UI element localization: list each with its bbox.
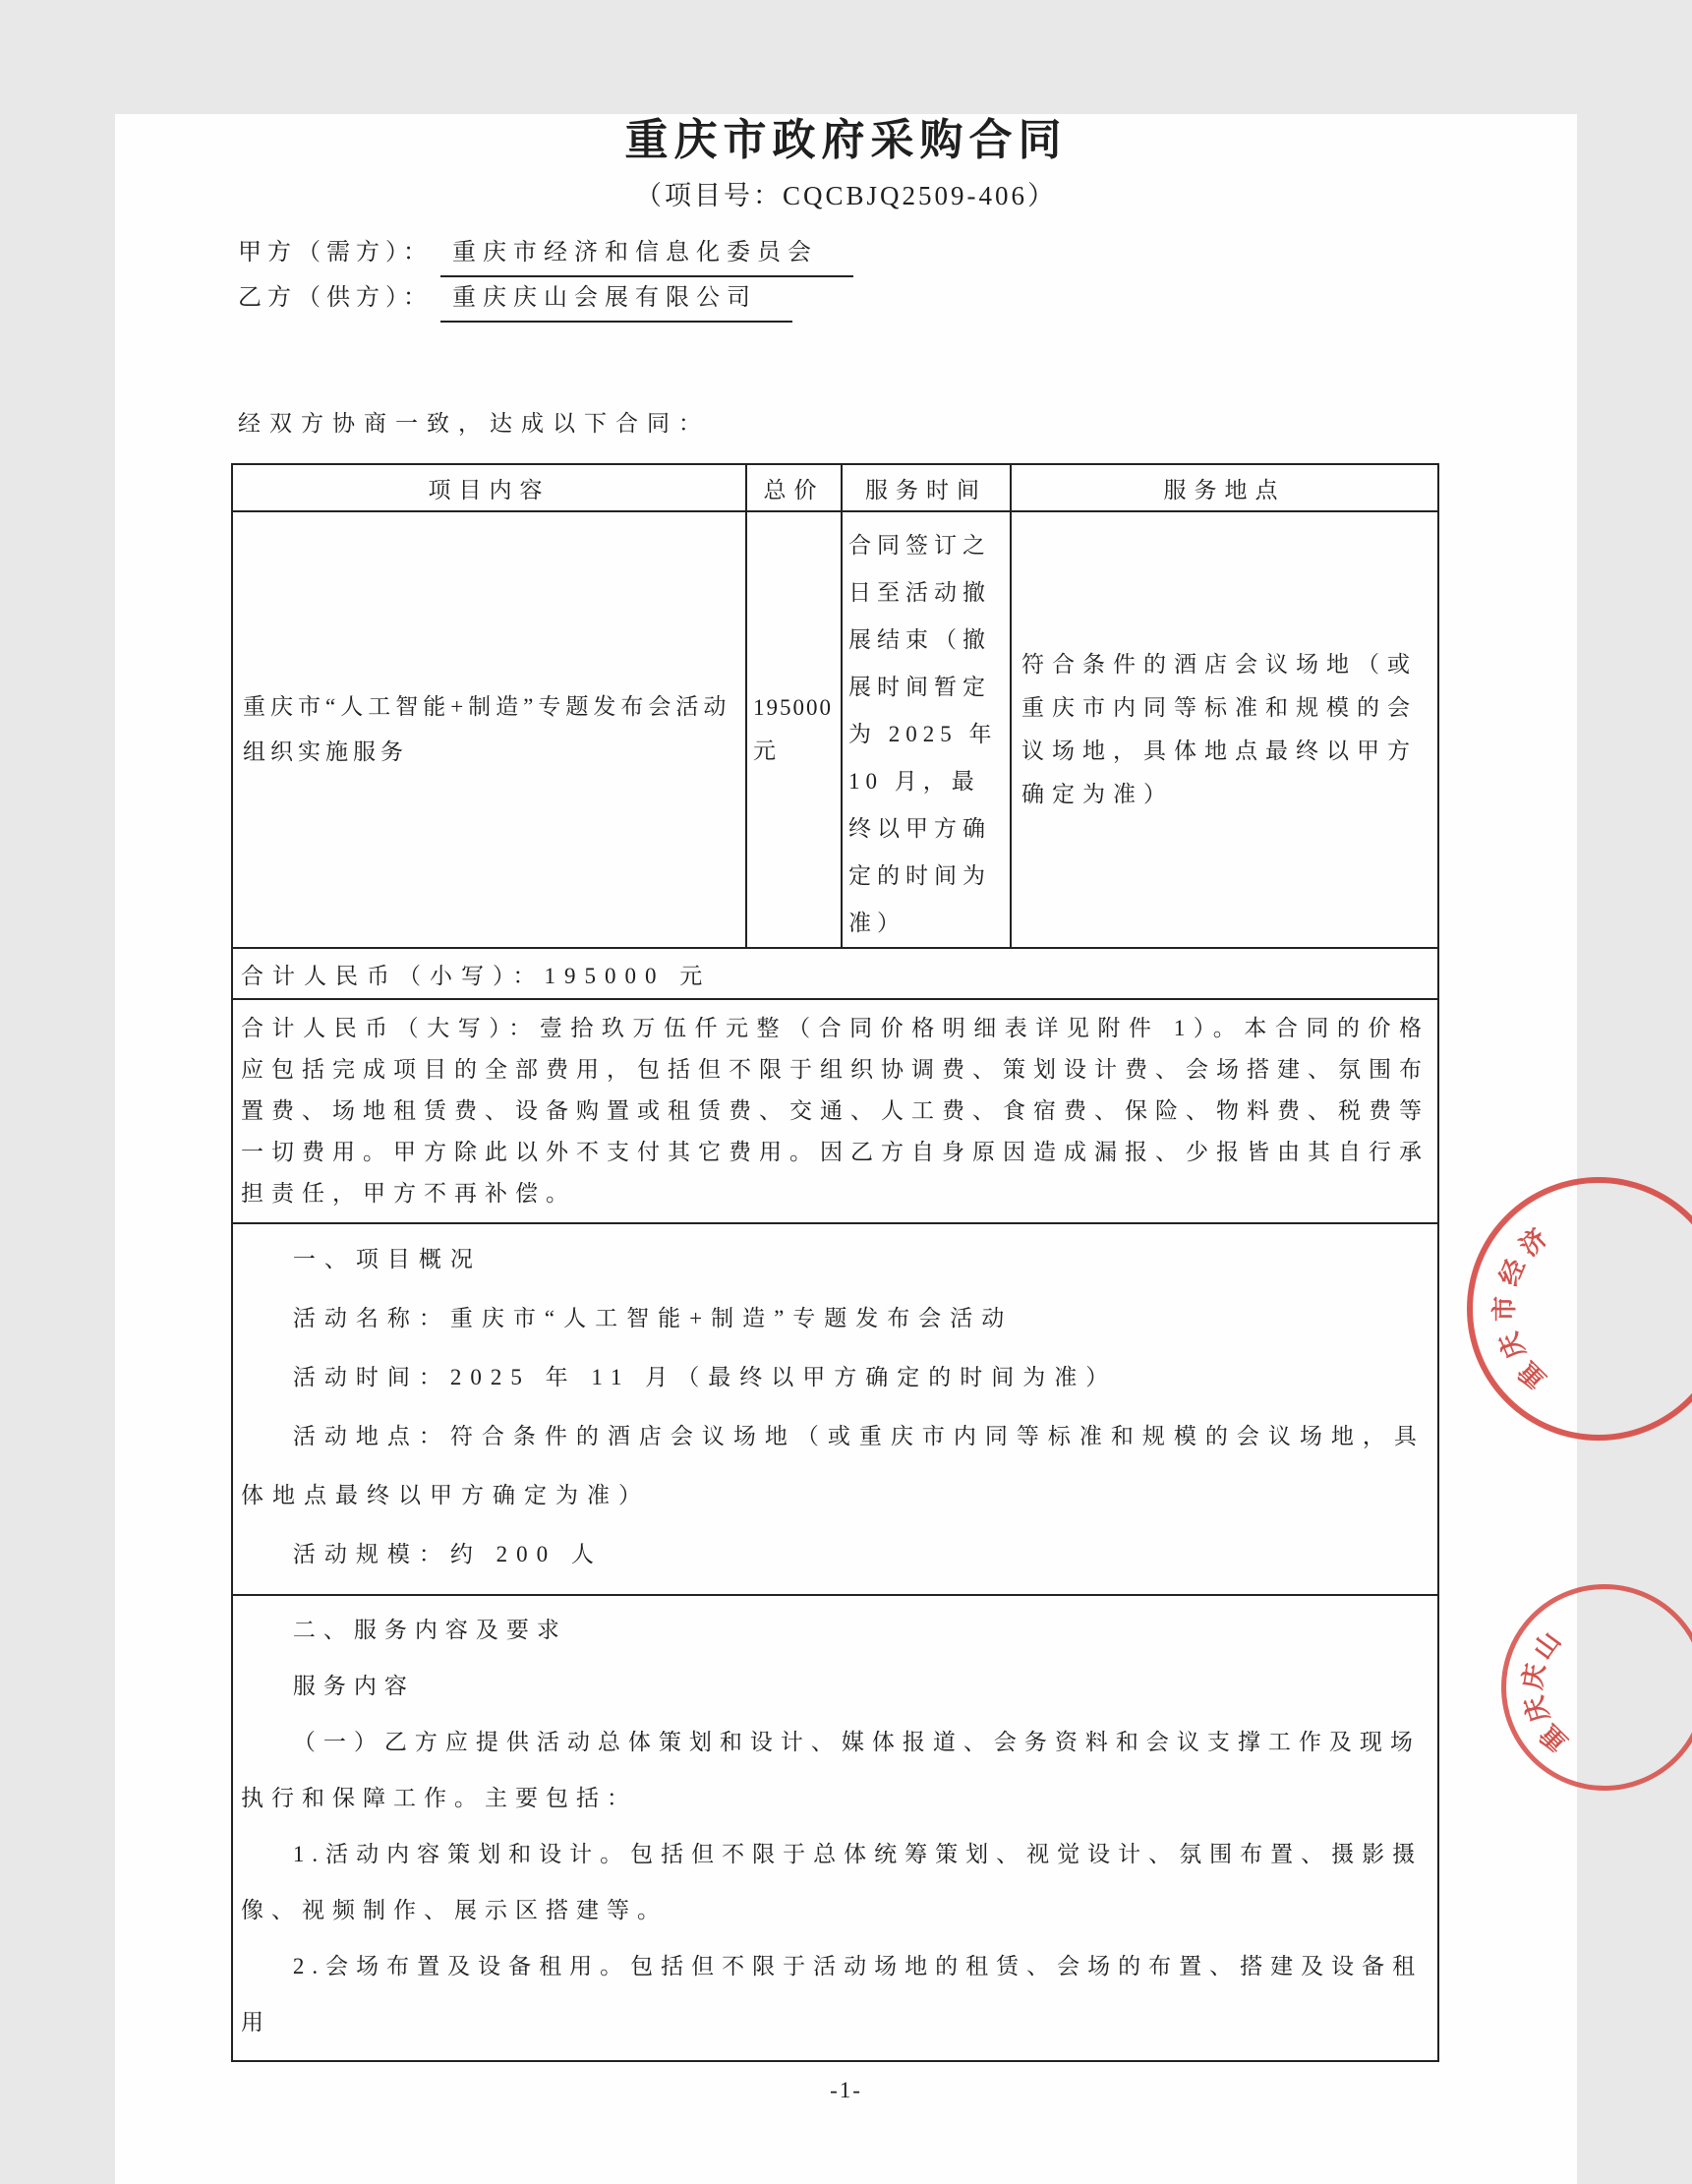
party-a-label: 甲方（需方）： xyxy=(238,240,433,266)
overview-line: 活动名称：重庆市“人工智能+制造”专题发布会活动 xyxy=(292,1306,1014,1330)
table-body-row xyxy=(232,511,1438,948)
party-b-label: 乙方（供方）： xyxy=(238,285,433,311)
supplier-seal-char: 重 xyxy=(1535,1718,1574,1757)
cell-service-time: 合同签订之日至活动撤展结束（撤展时间暂定为 2025 年 10 月，最终以甲方确定的时间为准） xyxy=(842,511,1011,948)
overview-section-row xyxy=(232,1223,1438,1595)
buyer-seal-char: 经 xyxy=(1494,1255,1531,1290)
supplier-seal-char: 庆 xyxy=(1519,1692,1555,1727)
total-lowercase-row xyxy=(232,948,1438,999)
total-lowercase: 合计人民币（小写）：195000 元 xyxy=(232,948,1438,999)
table-header-row xyxy=(232,464,1438,511)
cell-total-price: 195000 元 xyxy=(746,511,842,948)
service-paragraph: （一）乙方应提供活动总体策划和设计、媒体报道、会务资料和会议支撑工作及现场执行和保障工作。主要包括： xyxy=(241,1730,1421,1810)
col-header-total-price: 总价 xyxy=(746,464,842,511)
buyer-seal-char: 庆 xyxy=(1494,1328,1531,1363)
cell-project-content: 重庆市“人工智能+制造”专题发布会活动组织实施服务 xyxy=(232,511,746,948)
buyer-seal-char: 重 xyxy=(1513,1355,1552,1394)
service-heading: 二、服务内容及要求 xyxy=(292,1618,567,1642)
buyer-seal-char: 市 xyxy=(1490,1296,1519,1323)
total-uppercase-row xyxy=(232,999,1438,1223)
total-uppercase: 合计人民币（大写）：壹拾玖万伍仟元整（合同价格明细表详见附件 1）。本合同的价格应包括完成项目的全部费用，包括但不限于组织协调费、策划设计费、会场搭建、氛围布置费、场地租赁费、设备购置或租赁费、交通、人工费、食宿费、保险、物料费、税费等一切费用。甲方除此以外不支付其它费用。因乙方自身原因造成漏报、少报皆由其自行承担责任，甲方不再补偿。 xyxy=(232,999,1438,1223)
contract-table xyxy=(231,463,1439,2062)
overview-line: 活动规模：约 200 人 xyxy=(292,1542,603,1566)
intro-line: 经双方协商一致，达成以下合同： xyxy=(238,411,710,436)
project-number: （项目号：CQCBJQ2509-406） xyxy=(634,181,1058,210)
parties-block xyxy=(238,232,1577,323)
supplier-seal-char: 山 xyxy=(1528,1626,1566,1665)
service-subheading: 服务内容 xyxy=(292,1674,415,1698)
party-a-line xyxy=(238,232,1577,277)
col-header-service-time: 服务时间 xyxy=(842,464,1011,511)
document-page xyxy=(115,114,1577,2184)
service-paragraph: 1.活动内容策划和设计。包括但不限于总体统筹策划、视觉设计、氛围布置、摄影摄像、视频制作、展示区搭建等。 xyxy=(241,1842,1424,1922)
overview-heading: 一、项目概况 xyxy=(292,1247,482,1271)
overview-section xyxy=(232,1223,1438,1595)
supplier-seal-char: 庆 xyxy=(1518,1661,1550,1692)
overview-line: 活动时间：2025 年 11 月（最终以甲方确定的时间为准） xyxy=(292,1365,1118,1389)
buyer-seal-char: 济 xyxy=(1514,1223,1553,1263)
party-a-value: 重庆市经济和信息化委员会 xyxy=(440,232,853,277)
service-section xyxy=(232,1595,1438,2061)
party-b-value: 重庆庆山会展有限公司 xyxy=(440,277,792,323)
service-paragraph: 2.会场布置及设备租用。包括但不限于活动场地的租赁、会场的布置、搭建及设备租用 xyxy=(241,1954,1424,2035)
col-header-service-location: 服务地点 xyxy=(1011,464,1438,511)
party-b-line xyxy=(238,277,1577,323)
page-number: -1- xyxy=(830,2078,862,2102)
service-section-row xyxy=(232,1595,1438,2061)
overview-line: 活动地点：符合条件的酒店会议场地（或重庆市内同等标准和规模的会议场地，具体地点最终以甲方确定为准） xyxy=(241,1424,1426,1507)
cell-service-location: 符合条件的酒店会议场地（或重庆市内同等标准和规模的会议场地，具体地点最终以甲方确定为准） xyxy=(1011,511,1438,948)
col-header-project-content: 项目内容 xyxy=(232,464,746,511)
document-title: 重庆市政府采购合同 xyxy=(624,116,1068,164)
